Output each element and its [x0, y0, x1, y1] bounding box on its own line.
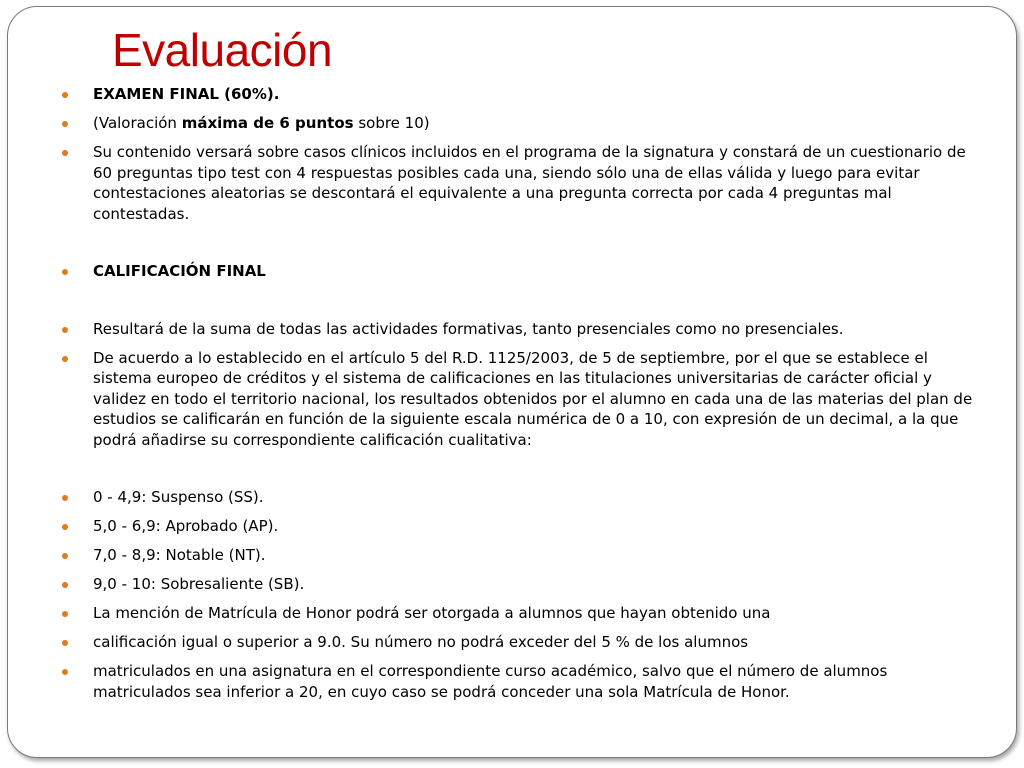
bullet-dot-icon — [62, 669, 68, 675]
valoracion-suffix: sobre 10) — [353, 114, 430, 132]
valoracion-prefix: (Valoración — [93, 114, 182, 132]
calificacion-final-heading: CALIFICACIÓN FINAL — [93, 262, 266, 280]
bullet-dot-icon — [62, 92, 68, 98]
list-item-exam-final — [60, 84, 980, 105]
contenido-text: Su contenido versará sobre casos clínicos incluidos en el programa de la signatura y constará de un cuestionario de 60 preguntas tipo test con 4 respuestas posibles cada una, siendo sólo una de ellas válida y luego para evitar contestaciones aleatorias se descontará el equivalente a una pregunta correcta por cada 4 preguntas mal contestadas. — [93, 143, 966, 223]
bullet-dot-icon — [62, 269, 68, 275]
list-item-aprobado — [60, 516, 980, 537]
bullet-dot-icon — [62, 524, 68, 530]
suspenso-text: 0 - 4,9: Suspenso (SS). — [93, 488, 264, 506]
list-item-matriculados — [60, 661, 980, 702]
mencion-text: La mención de Matrícula de Honor podrá ser otorgada a alumnos que hayan obtenido una — [93, 604, 771, 622]
list-item-sobresaliente — [60, 574, 980, 595]
bullet-dot-icon — [62, 582, 68, 588]
bullet-dot-icon — [62, 640, 68, 646]
list-item-calificacion-final — [60, 261, 980, 282]
slide-title: Evaluación — [112, 24, 333, 76]
bullet-dot-icon — [62, 150, 68, 156]
list-item-valoracion — [60, 113, 980, 134]
notable-text: 7,0 - 8,9: Notable (NT). — [93, 546, 266, 564]
bullet-dot-icon — [62, 553, 68, 559]
resultara-text: Resultará de la suma de todas las actividades formativas, tanto presenciales como no presenciales. — [93, 319, 844, 338]
acuerdo-text: De acuerdo a lo establecido en el artículo 5 del R.D. 1125/2003, de 5 de septiembre, por el que se establece el sistema europeo de créditos y el sistema de calificaciones en las titulaciones universitarias de carácter oficial y validez en todo el territorio nacional, los resultados obtenidos por el alumno en cada una de las materias del plan de estudios se calificarán en función de la siguiente escala numérica de 0 a 10, con expresión de un decimal, a la que podrá añadirse su correspondiente calificación cualitativa: — [93, 348, 973, 449]
list-item-suspenso — [60, 487, 980, 508]
bullet-dot-icon — [62, 356, 68, 362]
aprobado-text: 5,0 - 6,9: Aprobado (AP). — [93, 517, 279, 535]
sobresaliente-text: 9,0 - 10: Sobresaliente (SB). — [93, 575, 305, 593]
exam-final-heading: EXAMEN FINAL (60%). — [93, 85, 280, 103]
bullet-dot-icon — [62, 495, 68, 501]
list-item-acuerdo — [60, 348, 980, 451]
valoracion-bold: máxima de 6 puntos — [181, 114, 354, 132]
list-item-calificacion-igual — [60, 632, 980, 653]
bullet-list — [60, 84, 980, 702]
matriculados-text: matriculados en una asignatura en el correspondiente curso académico, salvo que el número de alumnos matriculados sea inferior a 20, en cuyo caso se podrá conceder una sola Matrícula de Honor. — [93, 662, 888, 701]
bullet-dot-icon — [62, 611, 68, 617]
list-item-notable — [60, 545, 980, 566]
bullet-dot-icon — [62, 121, 68, 127]
list-item-contenido — [60, 142, 980, 224]
bullet-dot-icon — [62, 327, 68, 333]
calificacion-igual-text: calificación igual o superior a 9.0. Su número no podrá exceder del 5 % de los alumnos — [93, 633, 749, 651]
list-item-resultara — [60, 319, 980, 340]
list-item-mencion — [60, 603, 980, 624]
